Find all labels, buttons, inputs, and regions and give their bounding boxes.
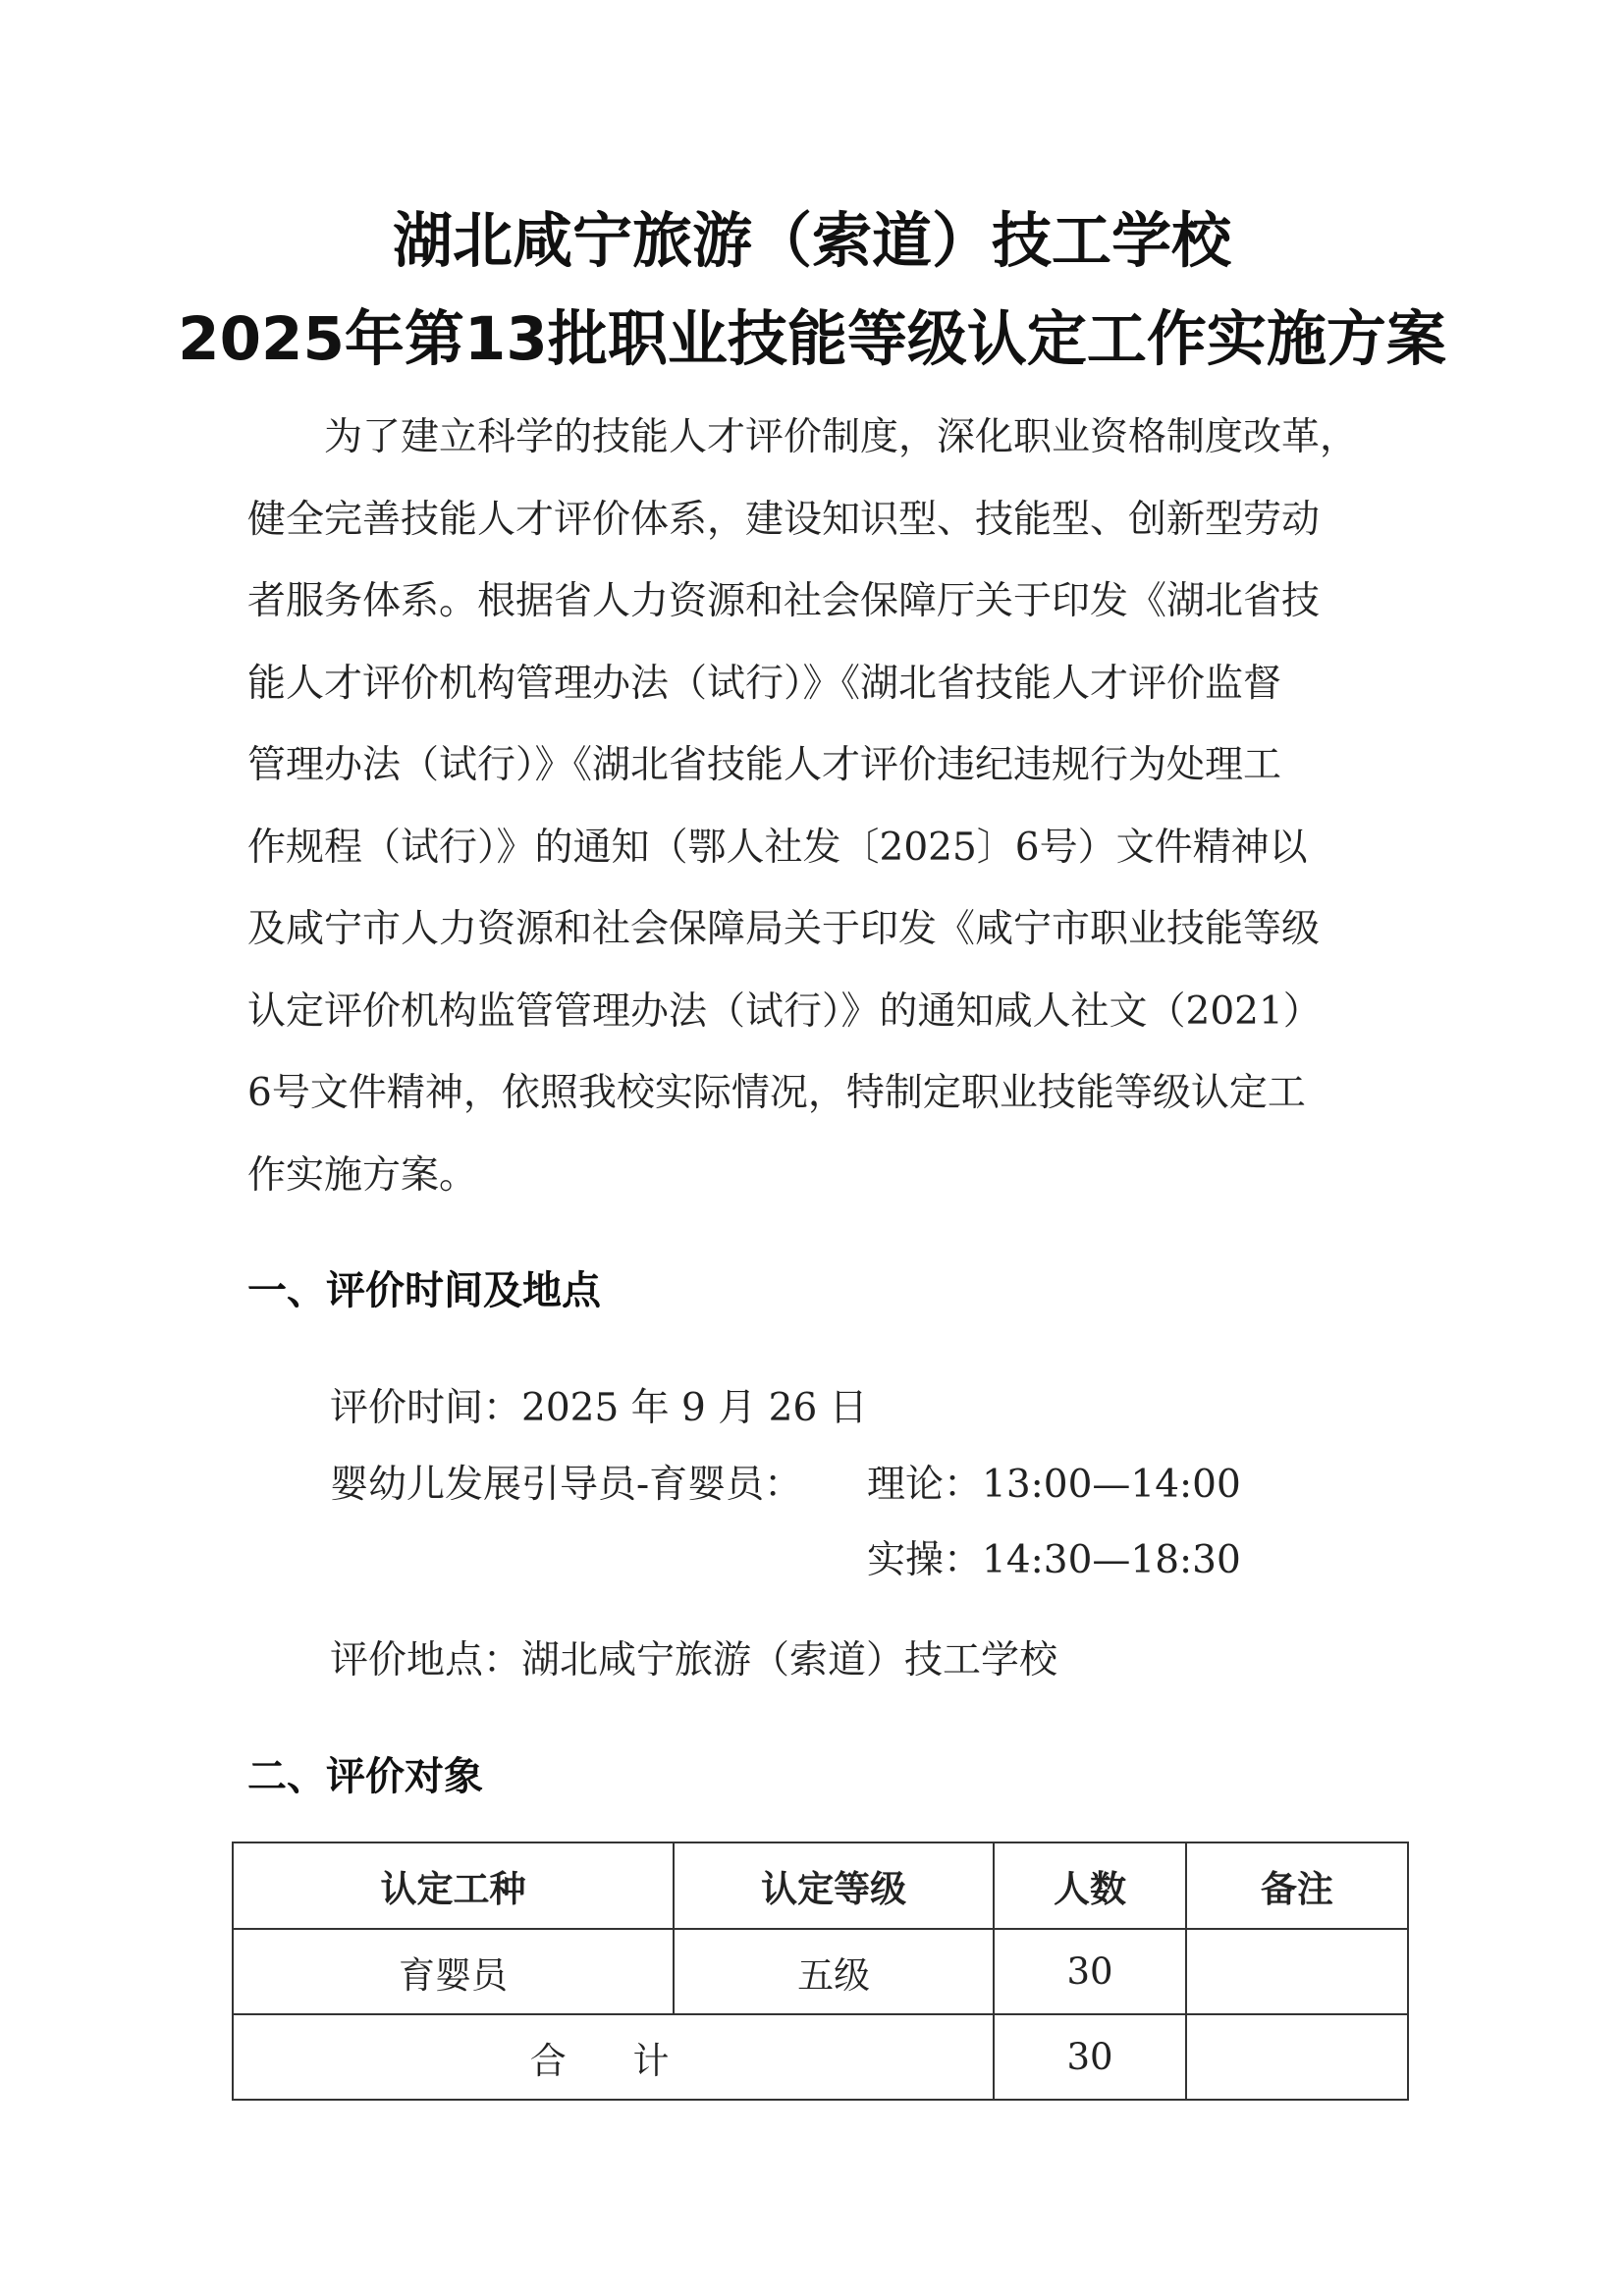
intro-line: 及咸宁市人力资源和社会保障局关于印发《咸宁市职业技能等级	[247, 907, 1321, 951]
practice-schedule: 实操：14:30—18:30	[867, 1538, 1241, 1582]
evaluation-place: 评价地点：湖北咸宁旅游（索道）技工学校	[330, 1638, 1058, 1682]
intro-line: 6号文件精神，依照我校实际情况，特制定职业技能等级认定工	[247, 1071, 1306, 1115]
evaluation-time: 评价时间：2025 年 9 月 26 日	[330, 1386, 868, 1430]
cell-level: 五级	[674, 1929, 994, 2014]
intro-paragraph	[247, 397, 1386, 1216]
document-title-line-1: 湖北咸宁旅游（索道）技工学校	[392, 206, 1231, 276]
cell-note	[1186, 1929, 1408, 2014]
intro-line: 能人才评价机构管理办法（试行）》《湖北省技能人才评价监督	[247, 661, 1282, 706]
table-header-row	[233, 1842, 1408, 1929]
job-label: 婴幼儿发展引导员-育婴员：	[330, 1463, 803, 1507]
document-title-line-2: 2025年第13批职业技能等级认定工作实施方案	[178, 304, 1446, 374]
cell-total-note	[1186, 2014, 1408, 2100]
cell-type: 育婴员	[233, 1929, 674, 2014]
intro-line: 认定评价机构监管管理办法（试行）》的通知咸人社文（2021）	[247, 988, 1322, 1034]
section-heading-time-place: 一、评价时间及地点	[247, 1268, 601, 1313]
intro-line: 作实施方案。	[247, 1152, 478, 1198]
table-total-row	[233, 2014, 1408, 2100]
theory-schedule: 理论：13:00—14:00	[867, 1463, 1241, 1507]
intro-line: 管理办法（试行）》《湖北省技能人才评价违纪违规行为处理工	[247, 743, 1282, 787]
header-cell-level: 认定等级	[674, 1842, 994, 1929]
intro-line: 为了建立科学的技能人才评价制度，深化职业资格制度改革，	[324, 415, 1359, 459]
header-cell-count: 人数	[994, 1842, 1186, 1929]
evaluation-table	[232, 1842, 1409, 2101]
header-cell-type: 认定工种	[233, 1842, 674, 1929]
intro-line: 健全完善技能人才评价体系，建设知识型、技能型、创新型劳动	[247, 497, 1321, 542]
section-heading-target: 二、评价对象	[247, 1754, 483, 1799]
cell-count: 30	[994, 1929, 1186, 2014]
intro-line: 者服务体系。根据省人力资源和社会保障厅关于印发《湖北省技	[247, 579, 1321, 623]
intro-line: 作规程（试行）》的通知（鄂人社发〔2025〕6号）文件精神以	[247, 825, 1308, 870]
table-row	[233, 1929, 1408, 2014]
cell-total-count: 30	[994, 2014, 1186, 2100]
header-cell-note: 备注	[1186, 1842, 1408, 1929]
cell-total-label: 合 计	[233, 2014, 994, 2100]
